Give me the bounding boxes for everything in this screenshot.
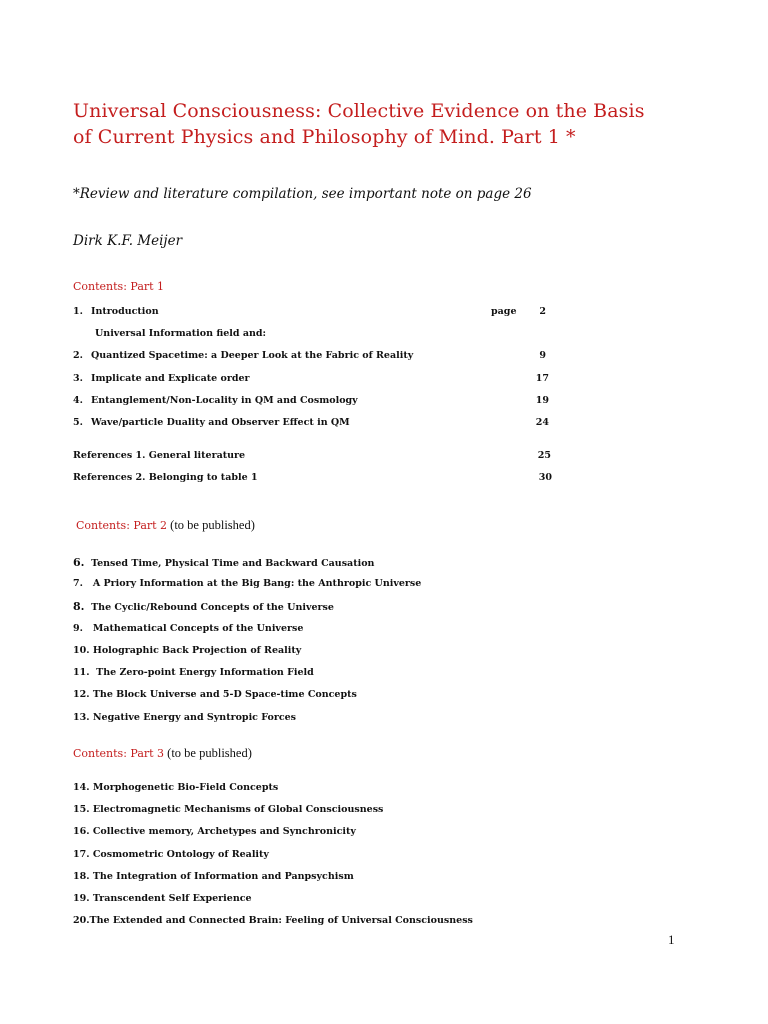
toc-entry-number: 9. (73, 623, 83, 634)
toc-entry-page: 24 (535, 417, 549, 428)
toc-entry-number: 10. (73, 645, 90, 656)
toc-entry-title: The Zero-point Energy Information Field (96, 667, 314, 678)
toc-entry-title: Introduction (91, 306, 159, 317)
toc-entry-title: A Priory Information at the Big Bang: the Anthropic Universe (92, 578, 422, 589)
toc-entry[interactable] (73, 915, 473, 926)
toc-entry-number: 5. (73, 417, 83, 428)
toc-entry-number: 19. (73, 893, 90, 904)
reference-title: References 2. Belonging to table 1 (73, 472, 258, 483)
toc-entry-title: The Block Universe and 5-D Space-time Concepts (92, 689, 357, 700)
page-number: 1 (668, 932, 675, 947)
toc-entry-title: Universal Information field and: (95, 328, 267, 339)
reference-page: 25 (537, 450, 551, 461)
toc-entry-number: 16. (73, 826, 90, 837)
toc-entry-page: 2 (539, 306, 546, 317)
part1-page-header: page (491, 306, 517, 317)
toc-entry[interactable] (73, 306, 553, 320)
toc-entry-number: 6. (73, 556, 85, 569)
toc-entry-title: Cosmometric Ontology of Reality (92, 849, 269, 860)
toc-entry-number: 12. (73, 689, 90, 700)
toc-entry[interactable] (73, 712, 296, 723)
toc-entry-number: 18. (73, 871, 90, 882)
reference-title: References 1. General literature (73, 450, 246, 461)
toc-entry-title: Transcendent Self Experience (92, 893, 252, 904)
toc-entry[interactable] (73, 350, 553, 364)
part2-heading-note: (to be published) (167, 518, 255, 532)
part1-heading: Contents: Part 1 (73, 280, 165, 293)
reference-entry[interactable] (73, 472, 553, 486)
toc-entry-title: Wave/particle Duality and Observer Effect in QM (91, 417, 350, 428)
toc-entry (73, 328, 553, 342)
toc-entry-number: 8. (73, 600, 85, 613)
toc-entry[interactable] (73, 556, 374, 569)
toc-entry[interactable] (73, 782, 278, 793)
toc-entry-title: Collective memory, Archetypes and Synchronicity (92, 826, 356, 837)
toc-entry-title: Electromagnetic Mechanisms of Global Consciousness (92, 804, 384, 815)
toc-entry-title: The Extended and Connected Brain: Feeling of Universal Consciousness (89, 915, 473, 926)
reference-page: 30 (538, 472, 552, 483)
toc-entry-title: The Cyclic/Rebound Concepts of the Universe (91, 602, 334, 613)
toc-entry-title: Negative Energy and Syntropic Forces (92, 712, 297, 723)
toc-entry-number: 3. (73, 373, 83, 384)
document-title-line-2: of Current Physics and Philosophy of Mind. Part 1 * (73, 126, 576, 148)
toc-entry-number: 20. (73, 915, 90, 926)
toc-entry-title: Entanglement/Non-Locality in QM and Cosmology (91, 395, 358, 406)
toc-entry[interactable] (73, 849, 269, 860)
toc-entry-page: 17 (535, 373, 549, 384)
toc-entry[interactable] (73, 578, 421, 589)
toc-entry[interactable] (73, 395, 553, 409)
toc-entry-title: Holographic Back Projection of Reality (92, 645, 302, 656)
toc-entry-title: Mathematical Concepts of the Universe (92, 623, 304, 634)
toc-entry-number: 2. (73, 350, 83, 361)
part3-heading (73, 746, 252, 761)
toc-entry[interactable] (73, 600, 334, 613)
toc-entry[interactable] (73, 667, 314, 678)
toc-entry[interactable] (73, 623, 303, 634)
toc-entry-number: 17. (73, 849, 90, 860)
toc-entry-number: 14. (73, 782, 90, 793)
part3-heading-note: (to be published) (164, 746, 252, 760)
toc-entry-number: 4. (73, 395, 83, 406)
toc-entry-number: 1. (73, 306, 83, 317)
toc-entry-number: 15. (73, 804, 90, 815)
reference-entry[interactable] (73, 450, 553, 464)
toc-entry-page: 19 (535, 395, 549, 406)
document-title-line-1: Universal Consciousness: Collective Evidence on the Basis (73, 100, 645, 122)
part2-heading-label: Contents: Part 2 (76, 519, 168, 532)
toc-entry-number: 13. (73, 712, 90, 723)
toc-entry[interactable] (73, 893, 252, 904)
toc-entry[interactable] (73, 826, 356, 837)
toc-entry-page: 9 (539, 350, 546, 361)
toc-entry-title: Implicate and Explicate order (91, 373, 250, 384)
part2-heading (76, 518, 255, 533)
toc-entry-title: Quantized Spacetime: a Deeper Look at the Fabric of Reality (91, 350, 414, 361)
toc-entry[interactable] (73, 804, 383, 815)
toc-entry[interactable] (73, 645, 301, 656)
toc-entry[interactable] (73, 689, 357, 700)
part3-heading-label: Contents: Part 3 (73, 747, 165, 760)
toc-entry[interactable] (73, 417, 553, 431)
toc-entry-title: The Integration of Information and Panpsychism (92, 871, 354, 882)
document-author: Dirk K.F. Meijer (73, 233, 183, 249)
document-subtitle: *Review and literature compilation, see important note on page 26 (73, 186, 532, 202)
toc-entry[interactable] (73, 373, 553, 387)
toc-entry-title: Morphogenetic Bio-Field Concepts (92, 782, 279, 793)
toc-entry-number: 11. (73, 667, 90, 678)
toc-entry[interactable] (73, 871, 354, 882)
toc-entry-title: Tensed Time, Physical Time and Backward Causation (91, 558, 375, 569)
toc-entry-number: 7. (73, 578, 83, 589)
